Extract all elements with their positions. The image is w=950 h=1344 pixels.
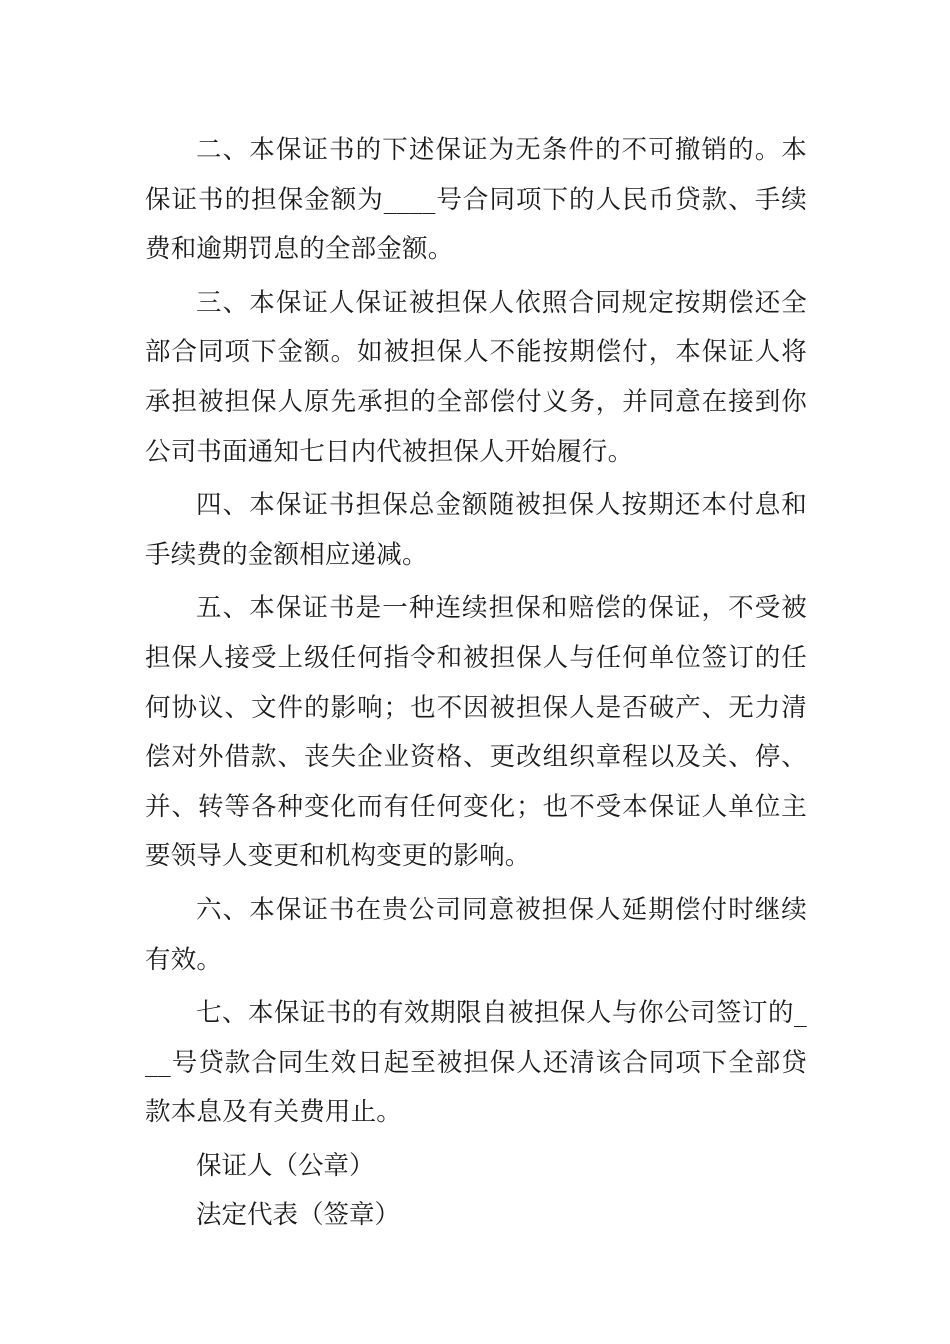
clause-2: 二、本保证书的下述保证为无条件的不可撤销的。本保证书的担保金额为____号合同项下的人民币贷款、手续费和逾期罚息的全部金额。 <box>145 135 807 265</box>
clause-4: 四、本保证书担保总金额随被担保人按期还本付息和手续费的金额相应递减。 <box>145 490 807 570</box>
clause-5: 五、本保证书是一种连续担保和赔偿的保证，不受被担保人接受上级任何指令和被担保人与任何单位签订的任何协议、文件的影响；也不因被担保人是否破产、无力清偿对外借款、丧失企业资格、更改组织章程以及关、停、并、转等各种变化而有任何变化；也不受本保证人单位主要领导人变更和机构变更的影响。 <box>145 593 807 872</box>
clause-6: 六、本保证书在贵公司同意被担保人延期偿付时继续有效。 <box>145 894 807 975</box>
legal-rep-signature-line: 法定代表（签章） <box>196 1200 401 1231</box>
guarantor-seal-line: 保证人（公章） <box>196 1150 375 1181</box>
clause-3: 三、本保证人保证被担保人依照合同规定按期偿还全部合同项下金额。如被担保人不能按期偿付，本保证人将承担被担保人原先承担的全部偿付义务，并同意在接到你公司书面通知七日内代被担保人开始履行。 <box>145 287 807 467</box>
document-page <box>145 126 807 1241</box>
clause-7: 七、本保证书的有效期限自被担保人与你公司签订的___号贷款合同生效日起至被担保人还清该合同项下全部贷款本息及有关费用止。 <box>145 998 807 1128</box>
